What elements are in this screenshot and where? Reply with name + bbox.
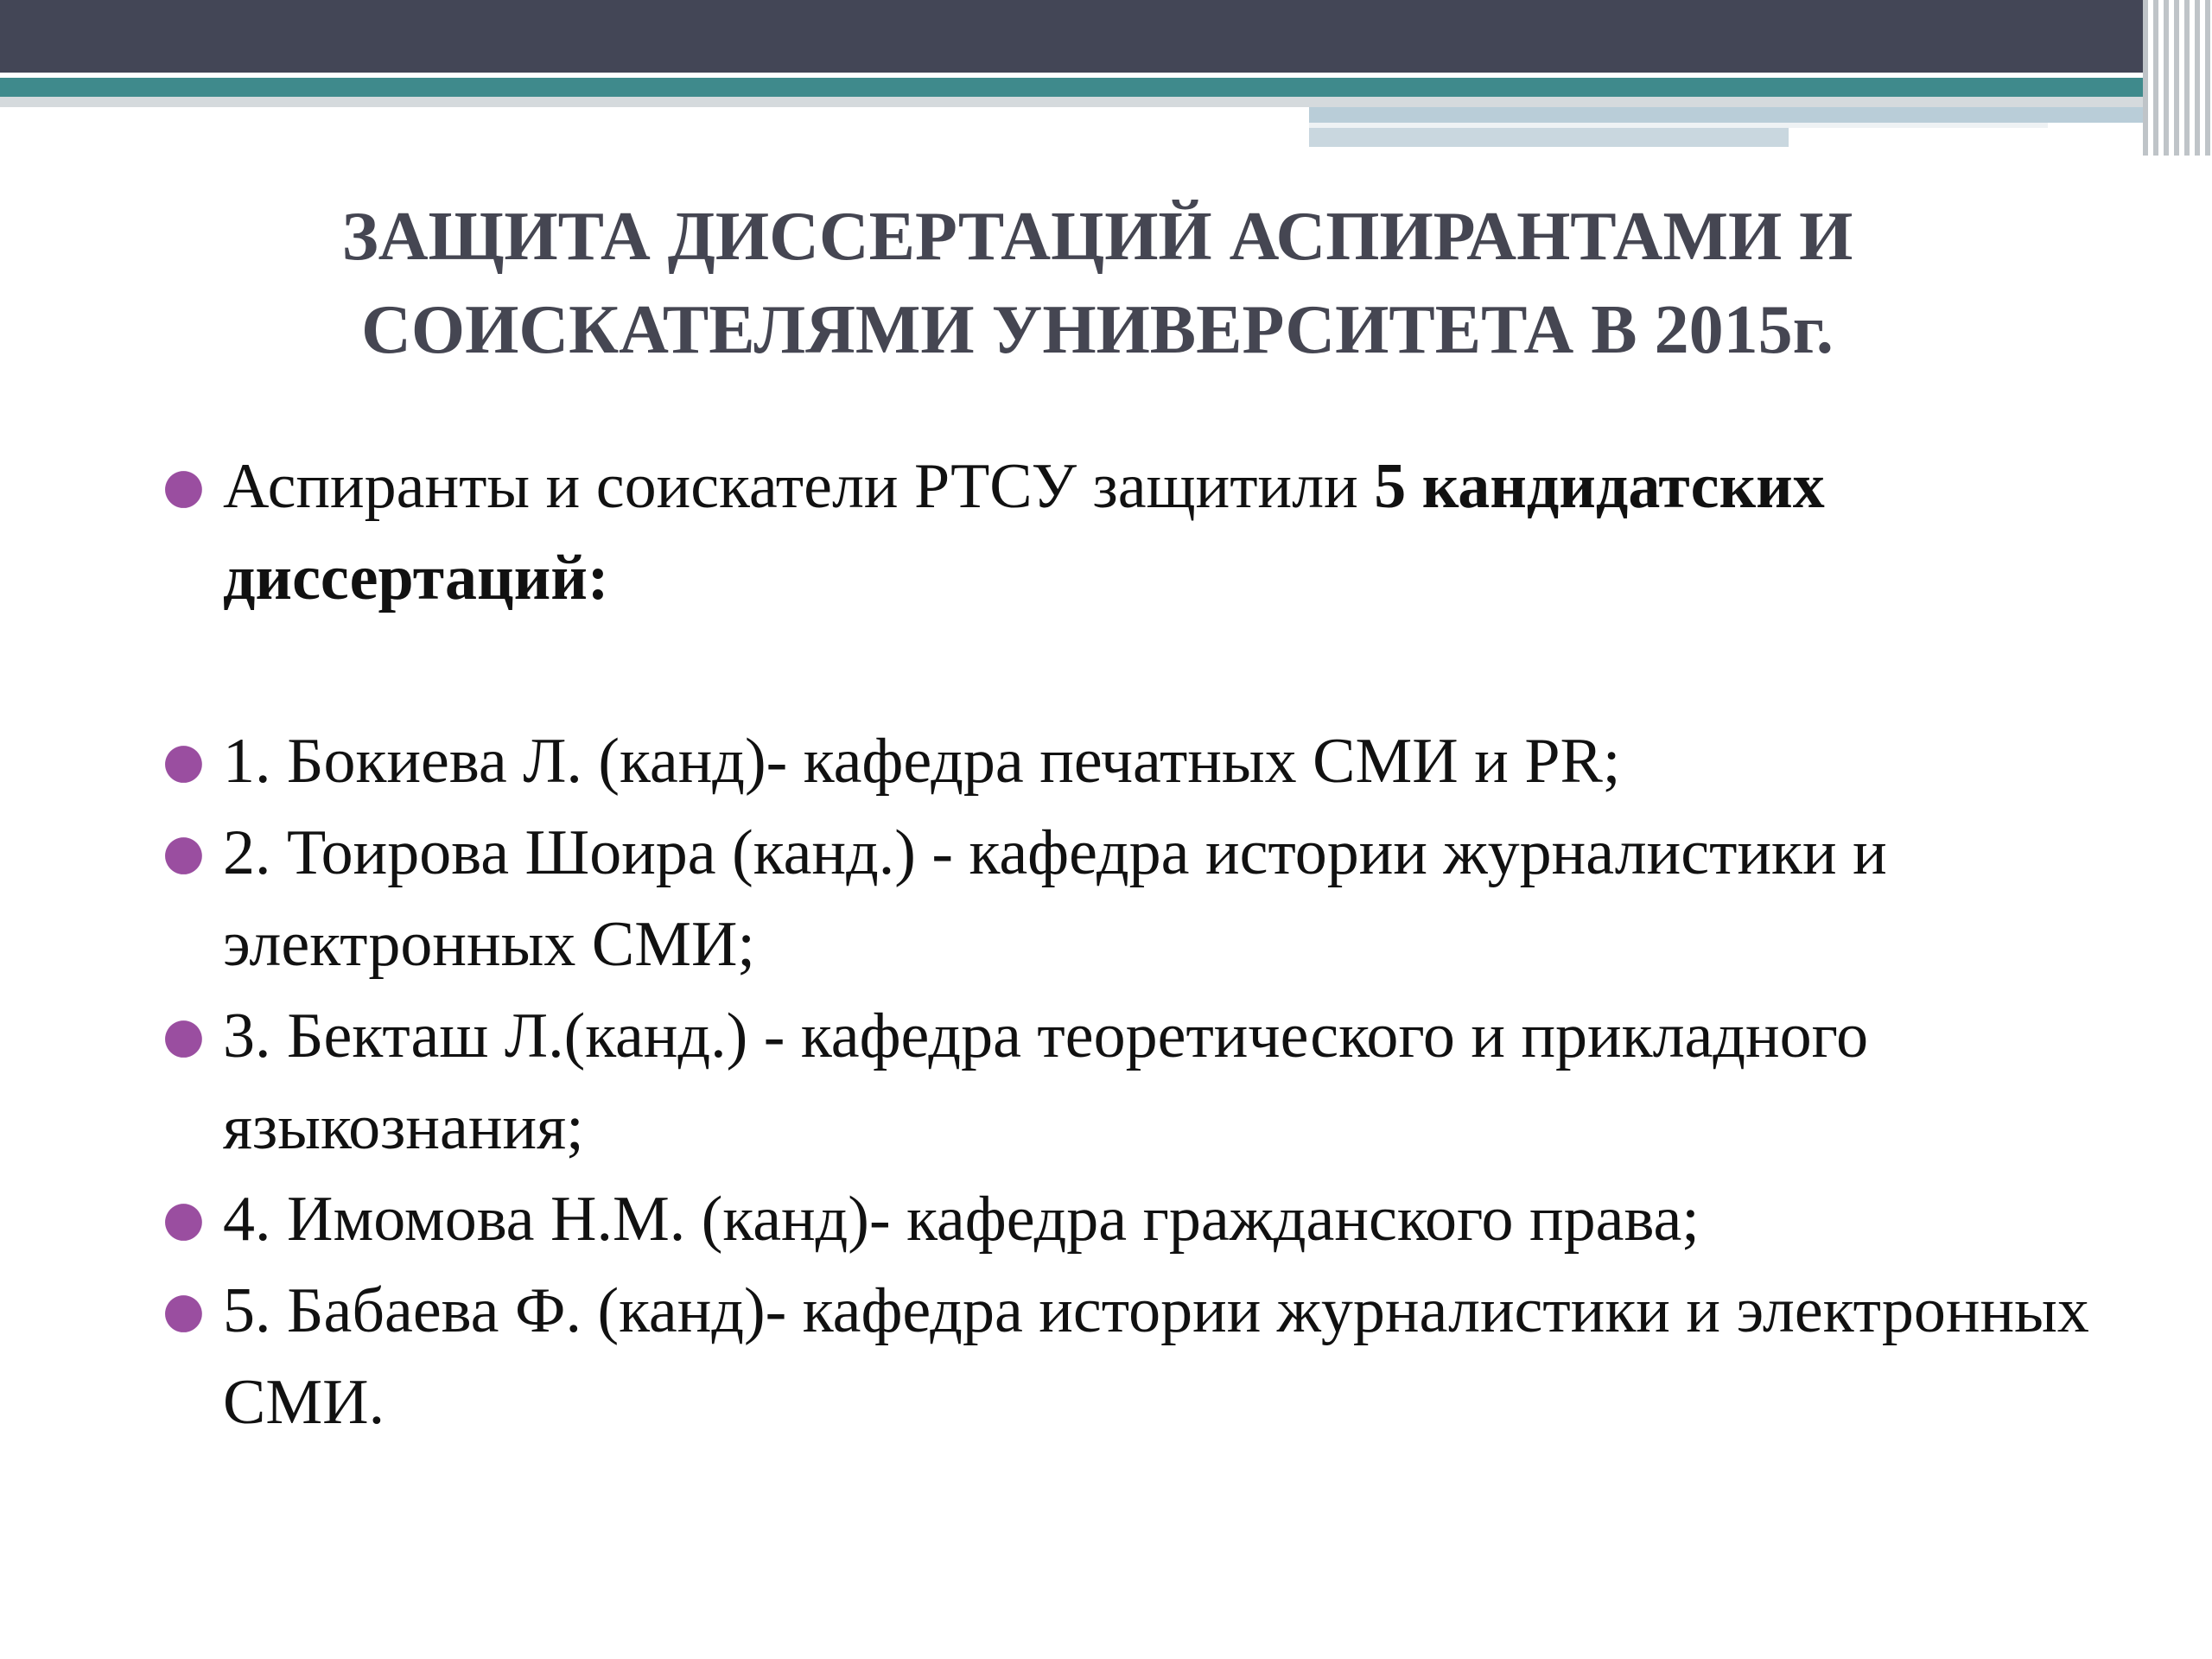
header-bar-dark xyxy=(0,0,2212,73)
header-bar-light xyxy=(0,97,2143,107)
header-bar-teal xyxy=(0,78,2143,97)
slide-title-line2: СОИСКАТЕЛЯМИ УНИВЕРСИТЕТА В 2015г. xyxy=(361,292,1834,368)
bullet-dot-icon: ● xyxy=(162,824,205,880)
edge-stripes xyxy=(2143,0,2212,156)
intro-text: Аспиранты и соискатели РТСУ защитили xyxy=(223,451,1375,522)
list-item-text: 1. Бокиева Л. (канд)- кафедра печатных СМИ и PR; xyxy=(223,726,1621,797)
slide-title xyxy=(173,190,2022,377)
intro-bold: 5 кандидатских диссертаций: xyxy=(223,451,1825,613)
bullet-dot-icon: ● xyxy=(162,1007,205,1064)
list-item xyxy=(156,715,2143,807)
bullet-dot-icon: ● xyxy=(162,1282,205,1338)
list-spacer xyxy=(156,624,2143,715)
list-item xyxy=(156,807,2143,990)
intro-item xyxy=(156,441,2143,624)
header-accent-bar-short xyxy=(1309,128,1789,147)
bullet-dot-icon: ● xyxy=(162,458,205,514)
list-item-text: 3. Бекташ Л.(канд.) - кафедра теоретического и прикладного языкознания; xyxy=(223,1001,1869,1163)
list-item xyxy=(156,1173,2143,1265)
bullet-dot-icon: ● xyxy=(162,733,205,789)
list-item-text: 2. Тоирова Шоира (канд.) - кафедра истории журналистики и электронных СМИ; xyxy=(223,817,1887,980)
list-item-text: 4. Имомова Н.М. (канд)- кафедра гражданского права; xyxy=(223,1184,1700,1255)
bullet-list xyxy=(156,441,2143,1448)
header-accent-bar xyxy=(1309,107,2160,123)
slide-title-line1: ЗАЩИТА ДИССЕРТАЦИЙ АСПИРАНТАМИ И xyxy=(341,199,1853,275)
list-item xyxy=(156,1265,2143,1448)
list-item xyxy=(156,990,2143,1173)
bullet-dot-icon: ● xyxy=(162,1191,205,1247)
list-item-text: 5. Бабаева Ф. (канд)- кафедра истории журналистики и электронных СМИ. xyxy=(223,1275,2089,1438)
